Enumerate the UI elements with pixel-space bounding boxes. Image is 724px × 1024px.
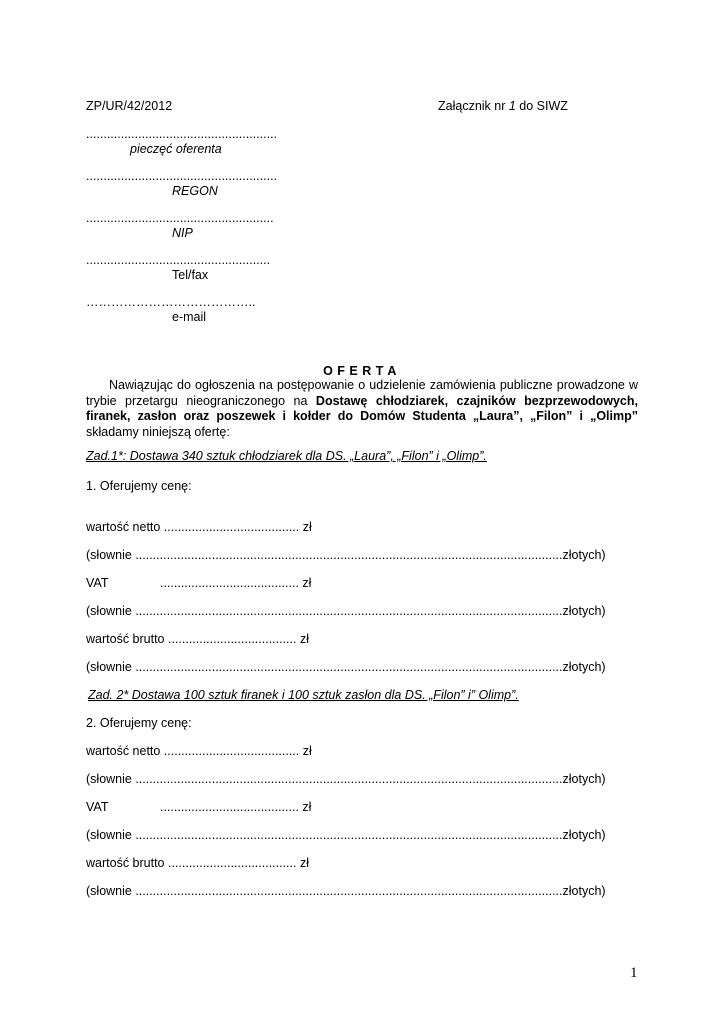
telfax-dots: ..................................................... [86, 253, 271, 267]
stamp-dots: ....................................................... [86, 127, 278, 141]
stamp-label: pieczęć oferenta [130, 142, 222, 156]
regon-label: REGON [172, 184, 218, 198]
email-dots: ………………………………….. [86, 295, 256, 309]
attachment-label: Załącznik nr 1 do SIWZ [438, 99, 568, 113]
task-1-heading: Zad.1*: Dostawa 340 sztuk chłodziarek dla DS. „Laura”, „Filon” i „Olimp”. [86, 449, 487, 463]
task-1-vat-label: VAT [86, 576, 109, 590]
task-2-vat-words: (słownie ...........................................................................................................................złotych) [86, 828, 606, 842]
offer-title: O F E R T A [323, 364, 397, 378]
telfax-label: Tel/fax [172, 268, 209, 282]
task-2-heading: Zad. 2* Dostawa 100 sztuk firanek i 100 sztuk zasłon dla DS. „Filon” i” Olimp”. [88, 688, 519, 702]
task-1-net-words: (słownie ...........................................................................................................................złotych) [86, 548, 606, 562]
regon-dots: ....................................................... [86, 169, 278, 183]
task-2-vat-value: ........................................ zł [160, 800, 312, 814]
task-2-vat-label: VAT [86, 800, 109, 814]
email-label: e-mail [172, 310, 207, 324]
task-1-price-label: 1. Oferujemy cenę: [86, 479, 192, 493]
task-1-vat-words: (słownie ...........................................................................................................................złotych) [86, 604, 606, 618]
nip-dots: ...................................................... [86, 211, 274, 225]
intro-paragraph: Nawiązując do ogłoszenia na postępowanie o udzielenie zamówienia publiczne prowadzone w trybie przetargu nieograniczonego na Dostawę chłodziarek, czajników bezprzewodowych, firanek, zasłon oraz poszewek i kołder do Domów Studenta „Laura”, „Filon” i „Olimp” składamy niniejszą ofertę: [86, 378, 638, 439]
case-number: ZP/UR/42/2012 [86, 99, 173, 113]
task-1-vat-value: ........................................ zł [160, 576, 312, 590]
task-2-gross-words: (słownie ...........................................................................................................................złotych) [86, 884, 606, 898]
task-2-net-value: wartość netto ....................................... zł [86, 744, 312, 758]
task-2-net-words: (słownie ...........................................................................................................................złotych) [86, 772, 606, 786]
nip-label: NIP [172, 226, 193, 240]
task-2-price-label: 2. Oferujemy cenę: [86, 716, 192, 730]
page-number: 1 [630, 965, 638, 981]
task-1-gross-words: (słownie ...........................................................................................................................złotych) [86, 660, 606, 674]
task-2-gross-value: wartość brutto ..................................... zł [86, 856, 309, 870]
task-1-net-value: wartość netto ....................................... zł [86, 520, 312, 534]
task-1-gross-value: wartość brutto ..................................... zł [86, 632, 309, 646]
